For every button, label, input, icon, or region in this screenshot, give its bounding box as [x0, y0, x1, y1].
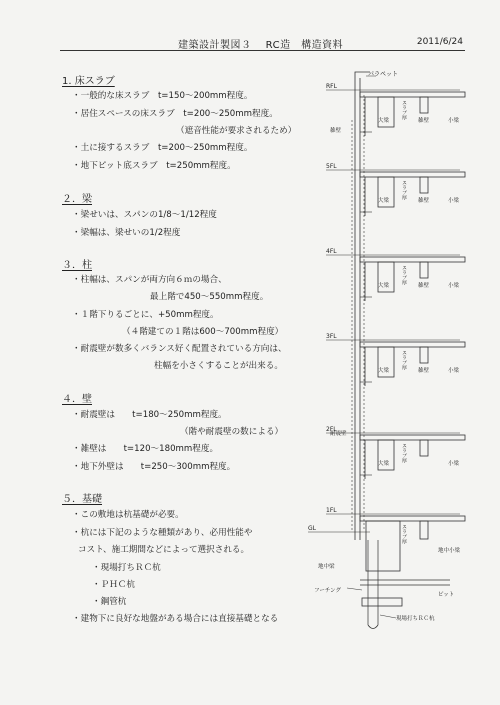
section-column-title: ３．柱	[62, 260, 92, 271]
label-small-beam: 小梁	[448, 461, 460, 467]
label-beam: 大梁	[378, 461, 390, 467]
label-beam: 大梁	[378, 368, 390, 374]
label-foundation-beam: 地中梁	[318, 564, 335, 570]
text-line: ・杭には下記のような種類があり、必用性能や	[72, 528, 253, 538]
label-GL: GL	[308, 525, 316, 532]
text-line: ・鋼管杭	[92, 597, 127, 607]
label-floor-3FL: 3FL	[326, 333, 337, 340]
text-line: 最上階で450〜550mm程度。	[150, 292, 269, 302]
text-line: ・耐震壁は t=180〜250mm程度。	[72, 410, 227, 420]
label-seismic-wall: 耐震壁	[330, 431, 347, 437]
label-slab: スラブ厚	[401, 350, 407, 370]
label-misc-wall: 雑壁	[418, 283, 430, 289]
label-floor-2FL: 2FL	[326, 426, 337, 433]
text-line: ・ＰＨＣ杭	[92, 580, 135, 590]
text-line: ・耐震壁が数多くバランス好く配置されている方向は、	[72, 344, 287, 354]
label-pit: ピット	[438, 592, 455, 598]
page-title: 建築設計製図３ RC造 構造資料	[178, 40, 344, 51]
text-line: ・雑壁は t=120〜180mm程度。	[72, 444, 219, 454]
floor-slab-5FL	[360, 172, 465, 216]
section-beam-title: ２．梁	[62, 194, 92, 205]
text-line: ・地下外壁は t=250〜300mm程度。	[72, 462, 236, 472]
text-line: ・１階下りるごとに、+50mm程度。	[72, 310, 219, 320]
text-line: ・梁せいは、スパンの1/8〜1/12程度	[72, 210, 217, 220]
label-misc-wall: 雑壁	[418, 368, 430, 374]
label-foundation-small-beam: 地中小梁	[438, 548, 461, 554]
text-line: ・一般的な床スラブ t=150〜200mm程度。	[72, 91, 253, 101]
text-line: ・建物下に良好な地盤がある場合には直接基礎となる	[72, 614, 279, 624]
text-line: （階や耐震壁の数による）	[180, 427, 284, 437]
floor-slab-4FL	[360, 257, 465, 301]
label-slab: スラブ厚	[401, 443, 407, 463]
label-misc-wall: 雑壁	[330, 128, 342, 134]
label-pile: 現場打ちＲＣ杭	[396, 616, 435, 622]
floor-slab-RFL	[360, 92, 465, 136]
text-line: ・この敷地は杭基礎が必要。	[72, 510, 184, 520]
text-line: （遮音性能が要求されるため）	[176, 126, 297, 136]
section-slab-title: 1. 床スラブ	[62, 76, 115, 87]
label-parapet: パラペット	[368, 71, 399, 78]
label-floor-4FL: 4FL	[326, 248, 337, 255]
label-slab: スラブ厚	[401, 524, 407, 544]
text-line: ・現場打ちＲＣ杭	[92, 563, 161, 573]
label-beam: 大梁	[378, 198, 390, 204]
text-line: ・土に接するスラブ t=200〜250mm程度。	[72, 143, 253, 153]
section-foundation-title: ５．基礎	[62, 494, 102, 505]
label-slab: スラブ厚	[401, 100, 407, 120]
section-wall-title: ４．壁	[62, 394, 92, 405]
text-line: 柱幅を小さくすることが出来る。	[154, 361, 283, 371]
text-line: ・地下ピット底スラブ t=250mm程度。	[72, 161, 236, 171]
text-line: ・居住スペースの床スラブ t=200〜250mm程度。	[72, 109, 278, 119]
floor-slab-3FL	[360, 342, 465, 386]
label-slab: スラブ厚	[401, 180, 407, 200]
label-small-beam: 小梁	[448, 198, 460, 204]
label-small-beam: 小梁	[448, 368, 460, 374]
page-date: 2011/6/24	[416, 37, 463, 47]
text-line: ・柱幅は、スパンが両方向６ｍの場合、	[72, 275, 227, 285]
page-header	[60, 36, 465, 51]
label-beam: 大梁	[378, 118, 390, 124]
label-small-beam: 小梁	[448, 283, 460, 289]
label-beam: 大梁	[378, 283, 390, 289]
label-floor-5FL: 5FL	[326, 163, 337, 170]
label-misc-wall: 雑壁	[418, 118, 430, 124]
text-line: ・梁幅は、梁せいの1/2程度	[72, 228, 181, 238]
label-slab: スラブ厚	[401, 265, 407, 285]
label-footing: フーチング	[314, 588, 341, 594]
label-floor-RFL: RFL	[326, 83, 337, 90]
floor-slab-2FL	[360, 435, 465, 479]
text-line: コスト、施工期間などによって選択される。	[78, 545, 250, 555]
label-floor-1FL: 1FL	[326, 507, 337, 514]
label-small-beam: 小梁	[448, 118, 460, 124]
text-line: （４階建ての１階は600〜700mm程度）	[122, 327, 284, 337]
label-misc-wall: 雑壁	[418, 198, 430, 204]
section-diagram	[300, 60, 470, 640]
